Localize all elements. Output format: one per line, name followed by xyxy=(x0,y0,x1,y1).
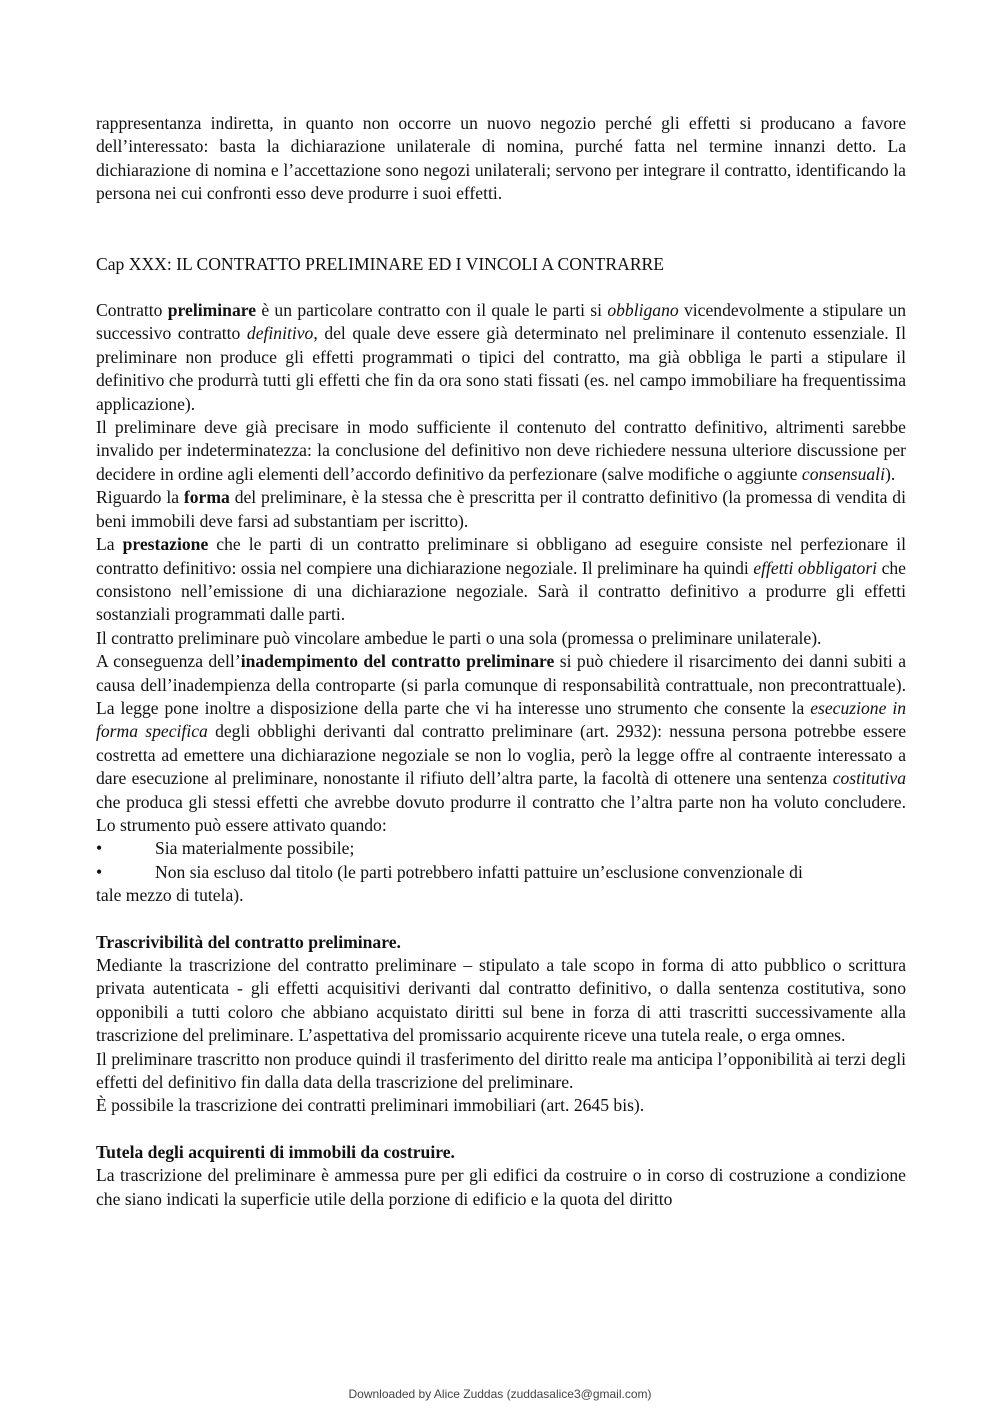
list-item-text: Sia materialmente possibile; xyxy=(155,838,355,859)
term-esecuzione-forma-specifica: esecuzione in forma specifica xyxy=(96,697,906,742)
list-item xyxy=(96,837,906,860)
download-footer: Downloaded by Alice Zuddas (zuddasalice3@gmail.com) xyxy=(348,1387,652,1401)
term-forma: forma xyxy=(183,487,230,508)
section2-paragraph-1: La trascrizione del preliminare è ammessa pure per gli edifici da costruire o in corso di costruzione a condizione che siano indicati la superficie utile della porzione di edificio e la quota del diritto xyxy=(96,1165,906,1209)
paragraph-performance: La prestazione che le parti di un contratto preliminare si obbligano ad eseguire consiste nel perfezionare il contratto definitivo: ossia nel compiere una dichiarazione negoziale. Il preliminare ha quindi effetti obbligatori che consistono nell’emissione di una dichiarazione negoziale. Sarà il contratto definitivo a produrre gli effetti sostanziali programmati dalle parti. xyxy=(96,534,906,625)
term-effetti-obbligatori: effetti obbligatori xyxy=(753,557,878,578)
term-costitutiva: costitutiva xyxy=(832,768,906,789)
term-prestazione: prestazione xyxy=(122,534,209,555)
bullet-symbol: • xyxy=(96,838,103,859)
document-page xyxy=(96,112,906,1211)
paragraph-breach: A conseguenza dell’inadempimento del contratto preliminare si può chiedere il risarcimento dei danni subiti a causa dell’inadempienza della controparte (si parla comunque di responsabilità contrattuale, non precontrattuale). La legge pone inoltre a disposizione della parte che vi ha interesse uno strumento che consente la esecuzione in forma specifica degli obblighi derivanti dal contratto preliminare (art. 2932): nessuna persona potrebbe essere costretta ad emettere una dichiarazione negoziale se non lo voglia, però la legge offre al contraente interessato a dare esecuzione al preliminare, nonostante il rifiuto dell’altra parte, la facoltà di ottenere una sentenza costitutiva che produca gli stessi effetti che avrebbe dovuto produrre il contratto che l’altra parte non ha voluto concludere. Lo strumento può essere attivato quando: xyxy=(96,651,907,835)
bullet-symbol: • xyxy=(96,861,103,882)
section1-paragraph-1: Mediante la trascrizione del contratto preliminare – stipulato a tale scopo in forma di atto pubblico o scrittura privata autenticata - gli effetti acquisitivi derivanti dal contratto definitivo, o dalla sentenza costitutiva, sono opponibili a tutti coloro che abbiano acquistato diritti sul bene in forza di atti trascritti successivamente alla trascrizione del preliminare. L’aspettativa del promissario acquirente riceve una tutela reale, o erga omnes. xyxy=(96,955,906,1046)
paragraph-form: Riguardo la forma del preliminare, è la stessa che è prescritta per il contratto definitivo (la promessa di vendita di beni immobili deve farsi ad substantiam per iscritto). xyxy=(96,487,906,531)
section1-paragraph-3: È possibile la trascrizione dei contratti preliminari immobiliari (art. 2645 bis). xyxy=(96,1095,645,1116)
term-consensuali: consensuali xyxy=(801,463,885,484)
paragraph-unilateral: Il contratto preliminare può vincolare ambedue le parti o una sola (promessa o preliminare unilaterale). xyxy=(96,627,822,648)
chapter-title: Cap XXX: IL CONTRATTO PRELIMINARE ED I VINCOLI A CONTRARRE xyxy=(96,253,665,274)
term-obbligano: obbligano xyxy=(607,300,679,321)
intro-paragraph: rappresentanza indiretta, in quanto non occorre un nuovo negozio perché gli effetti si producano a favore dell’interessato: basta la dichiarazione unilaterale di nomina, purché fatta nel termine innanzi detto. La dichiarazione di nomina e l’accettazione sono negozi unilaterali; servono per integrare il contratto, identificando la persona nei cui confronti esso deve produrre i suoi effetti. xyxy=(96,113,906,204)
term-inadempimento: inadempimento del contratto preliminare xyxy=(240,651,555,672)
term-preliminare: preliminare xyxy=(167,300,257,321)
list-item xyxy=(96,861,906,884)
section-heading-tutela: Tutela degli acquirenti di immobili da costruire. xyxy=(96,1141,455,1162)
paragraph-definition: Contratto preliminare è un particolare contratto con il quale le parti si obbligano vicendevolmente a stipulare un successivo contratto definitivo, del quale deve essere già determinato nel preliminare il contenuto essenziale. Il preliminare non produce gli effetti programmati o tipici del contratto, ma già obbliga le parti a stipulare il definitivo che produrrà tutti gli effetti che fin da ora sono stati fissati (es. nel campo immobiliare ha frequentissima applicazione). xyxy=(96,300,906,414)
list-item-continuation: tale mezzo di tutela). xyxy=(96,885,244,906)
section1-paragraph-2: Il preliminare trascritto non produce quindi il trasferimento del diritto reale ma anticipa l’opponibilità ai terzi degli effetti del definitivo fin dalla data della trascrizione del preliminare. xyxy=(96,1048,906,1093)
term-definitivo: definitivo xyxy=(246,323,314,344)
paragraph-content: Il preliminare deve già precisare in modo sufficiente il contenuto del contratto definitivo, altrimenti sarebbe invalido per indeterminatezza: la conclusione del definitivo non deve richiedere nessuna ulteriore discussione per decidere in ordine agli elementi dell’accordo definitivo da perfezionare (salve modifiche o aggiunte consensuali). xyxy=(96,417,906,484)
section-heading-trascrivibilita: Trascrivibilità del contratto preliminare. xyxy=(96,931,401,952)
list-item-text: Non sia escluso dal titolo (le parti potrebbero infatti pattuire un’esclusione convenzionale di xyxy=(155,861,803,882)
